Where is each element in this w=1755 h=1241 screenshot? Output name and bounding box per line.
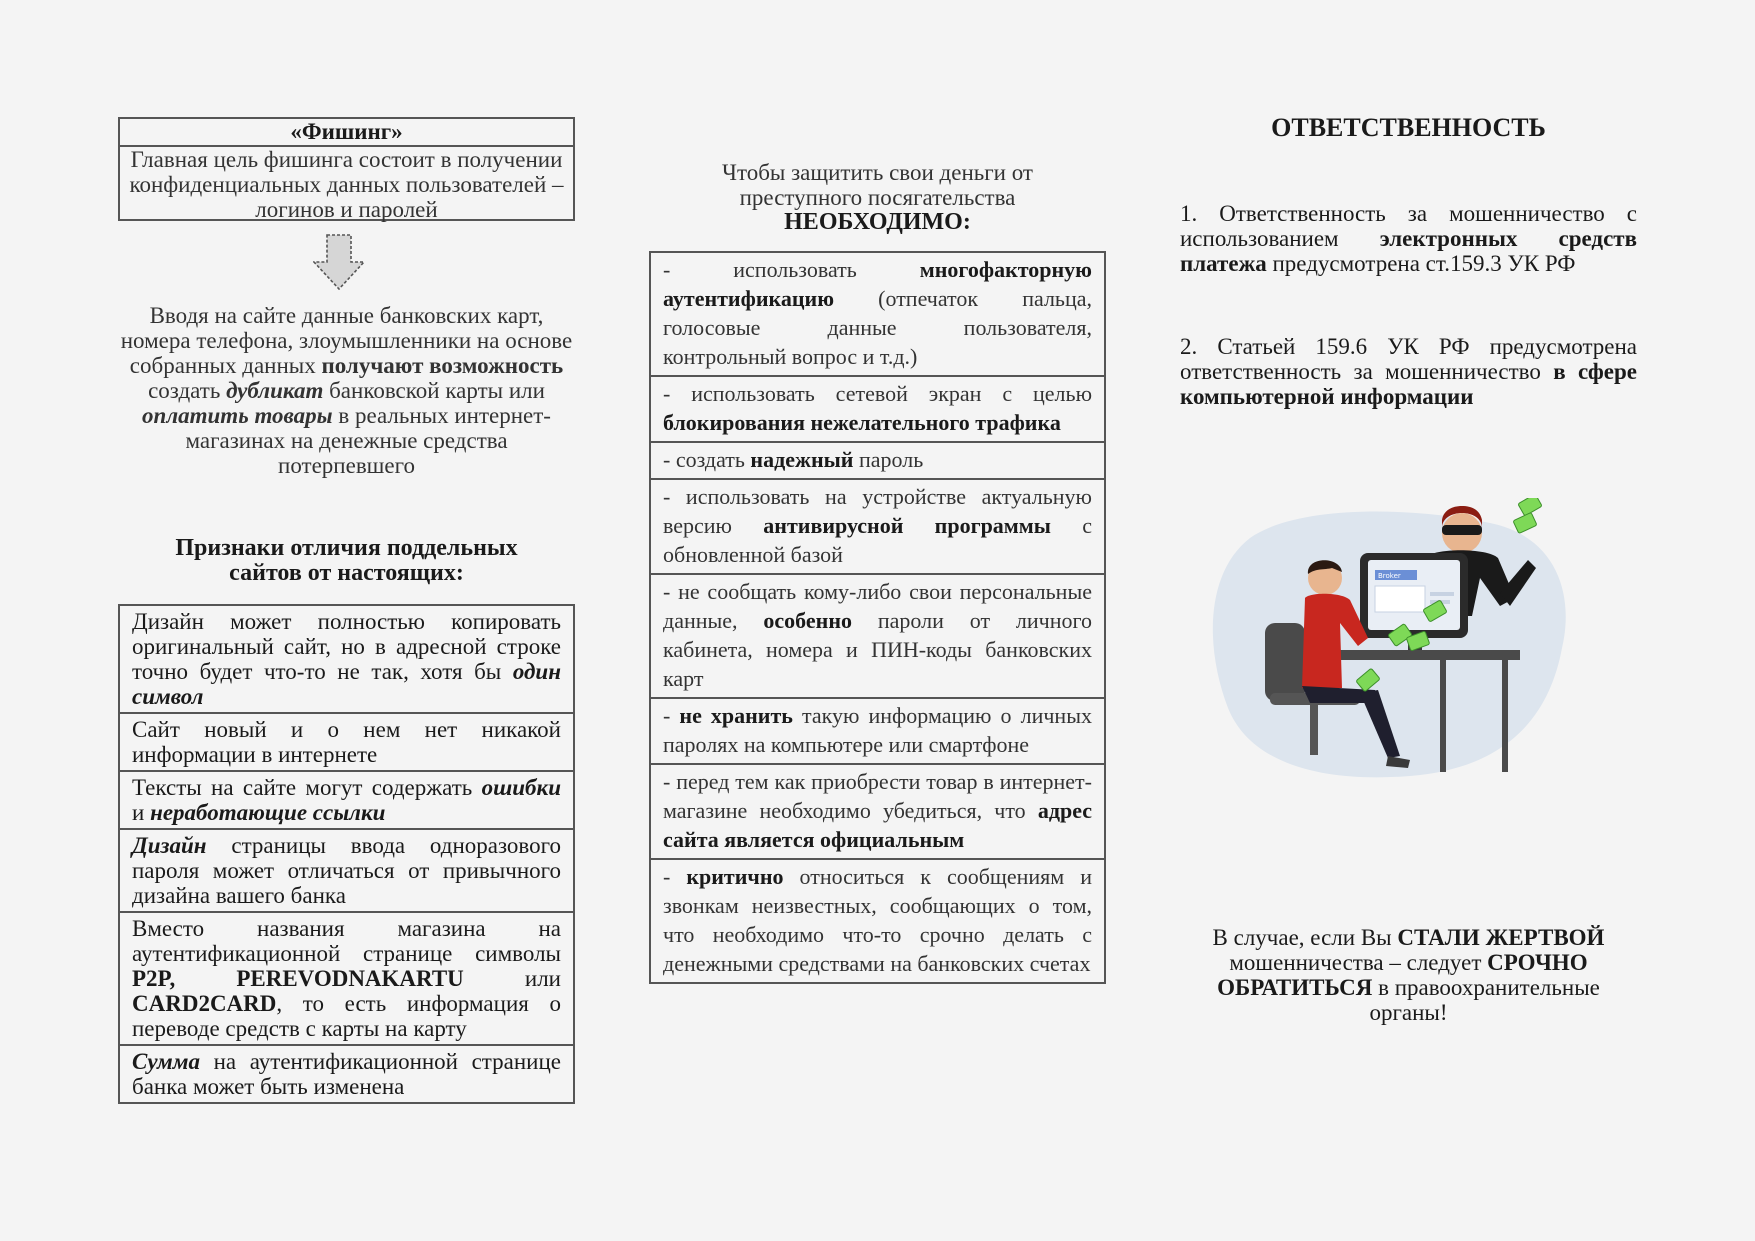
arrow-down-icon: [313, 234, 365, 290]
rule-text: такую информацию о личных паролях на компьютере или смартфоне: [663, 703, 1092, 757]
rule-text: - перед тем как приобрести товар в интернет-магазине необходимо убедиться, что: [663, 769, 1092, 823]
protection-intro-line: преступного посягательства: [739, 185, 1016, 210]
responsibility-text: 1. Ответственность за мошенничество с использованием: [1180, 201, 1637, 251]
sign-row: [120, 830, 573, 913]
sign-emphasis: Сумма: [132, 1049, 200, 1074]
consequence-part: Вводя на сайте данные банковских карт, номера телефона, злоумышленники на основе собранных данных: [120, 303, 573, 378]
sign-row: [120, 772, 573, 830]
responsibility-bold: электронных средств платежа: [1180, 226, 1637, 276]
hacker-illustration: [1210, 498, 1570, 783]
rule-text: пароль: [853, 447, 924, 472]
protection-intro-line: Чтобы защитить свои деньги от: [722, 160, 1033, 185]
rule-bold: антивирусной программы: [763, 513, 1051, 538]
responsibility-bold: в сфере компьютерной информации: [1180, 359, 1637, 409]
victim-note-bold: СРОЧНО ОБРАТИТЬСЯ: [1217, 950, 1588, 1000]
sign-emphasis: ошибки: [481, 775, 561, 800]
signs-table: [118, 604, 575, 1104]
rule-row: [651, 699, 1104, 765]
rule-bold: критично: [686, 864, 784, 889]
rule-text: -: [663, 703, 680, 728]
signs-heading-line: Признаки отличия поддельных: [175, 535, 518, 561]
signs-heading-line: сайтов от настоящих:: [229, 560, 464, 586]
consequence-part: банковской карты или: [323, 378, 545, 403]
sign-text: и: [132, 800, 151, 825]
sign-row: [120, 714, 573, 772]
rule-bold: надежный: [750, 447, 854, 472]
consequence-emphasis: оплатить товары: [142, 403, 333, 428]
protection-intro: [650, 160, 1105, 235]
victim-note-bold: СТАЛИ ЖЕРТВОЙ: [1397, 925, 1605, 950]
phishing-consequence-text: [118, 303, 575, 478]
sign-emphasis: один символ: [132, 659, 561, 709]
sign-row: [120, 1046, 573, 1102]
rule-text: с обновленной базой: [663, 513, 1092, 567]
sign-bold: P2P, PEREVODNAKARTU: [132, 966, 464, 991]
sign-text: на аутентификационной странице банка может быть изменена: [132, 1049, 561, 1099]
rule-row: [651, 765, 1104, 860]
rule-text: (отпечаток пальца, голосовые данные пользователя, контрольный вопрос и т.д.): [663, 286, 1092, 369]
victim-note: [1180, 925, 1637, 1025]
sign-row: [120, 606, 573, 714]
screen-label: Broker: [1378, 572, 1401, 580]
phishing-box: [118, 117, 575, 221]
rule-row: [651, 377, 1104, 443]
rule-bold: особенно: [763, 608, 853, 633]
sign-text: страницы ввода одноразового пароля может отличаться от привычного дизайна вашего банка: [132, 833, 561, 908]
sign-text: , то есть информация о переводе средств с карты на карту: [132, 991, 561, 1041]
rule-bold: адрес сайта является официальным: [663, 798, 1092, 852]
sign-row: [120, 913, 573, 1046]
rule-row: [651, 860, 1104, 982]
protection-rules-table: [649, 251, 1106, 984]
rule-bold: многофакторную аутентификацию: [663, 257, 1092, 311]
signs-heading: [118, 536, 575, 586]
consequence-part: в реальных интернет-магазинах на денежные средства потерпевшего: [185, 403, 551, 478]
protection-intro-heading: НЕОБХОДИМО:: [784, 209, 971, 235]
rule-text: -: [663, 864, 687, 889]
consequence-bold: получают возможность: [321, 353, 564, 378]
consequence-part: создать: [148, 378, 227, 403]
phishing-description: Главная цель фишинга состоит в получении конфиденциальных данных пользователей – логинов и паролей: [129, 147, 564, 222]
sign-text: Сайт новый и о нем нет никакой информации в интернете: [132, 717, 561, 767]
sign-emphasis: неработающие ссылки: [150, 800, 386, 825]
responsibility-text: 2. Статьей 159.6 УК РФ предусмотрена ответственность за мошенничество: [1180, 334, 1637, 384]
consequence-emphasis: дубликат: [226, 378, 324, 403]
responsibility-text: предусмотрена ст.159.3 УК РФ: [1266, 251, 1576, 276]
sign-text: или: [463, 966, 561, 991]
rule-text: относиться к сообщениям и звонкам неизвестных, сообщающих о том, что необходимо что-то срочно делать с денежными средствами на банковских счетах: [663, 864, 1092, 976]
responsibility-title: ОТВЕТСТВЕННОСТЬ: [1271, 113, 1546, 142]
sign-text: Дизайн может полностью копировать оригинальный сайт, но в адресной строке точно будет что-то не так, хотя бы: [132, 609, 561, 684]
rule-row: [651, 253, 1104, 377]
rule-text: - использовать сетевой экран с целью: [663, 381, 1092, 406]
responsibility-item: [1180, 334, 1637, 409]
responsibility-item: [1180, 201, 1637, 276]
victim-note-text: В случае, если Вы: [1212, 925, 1398, 950]
rule-row: [651, 575, 1104, 699]
rule-text: - создать: [663, 447, 751, 472]
victim-note-text: в правоохранительные органы!: [1369, 975, 1600, 1025]
rule-row: [651, 480, 1104, 575]
rule-text: пароли от личного кабинета, номера и ПИН-коды банковских карт: [663, 608, 1092, 691]
sign-emphasis: Дизайн: [132, 833, 207, 858]
rule-row: [651, 443, 1104, 480]
rule-bold: не хранить: [679, 703, 793, 728]
sign-text: Вместо названия магазина на аутентификационной странице символы: [132, 916, 561, 966]
sign-bold: CARD2CARD: [132, 991, 277, 1016]
rule-text: - использовать на устройстве актуальную версию: [663, 484, 1092, 538]
rule-bold: блокирования нежелательного трафика: [663, 410, 1061, 435]
rule-text: - использовать: [663, 257, 920, 282]
sign-text: Тексты на сайте могут содержать: [132, 775, 482, 800]
victim-note-text: мошенничества – следует: [1229, 950, 1488, 975]
rule-text: - не сообщать кому-либо свои персональные данные,: [663, 579, 1092, 633]
phishing-title: «Фишинг»: [120, 119, 573, 147]
